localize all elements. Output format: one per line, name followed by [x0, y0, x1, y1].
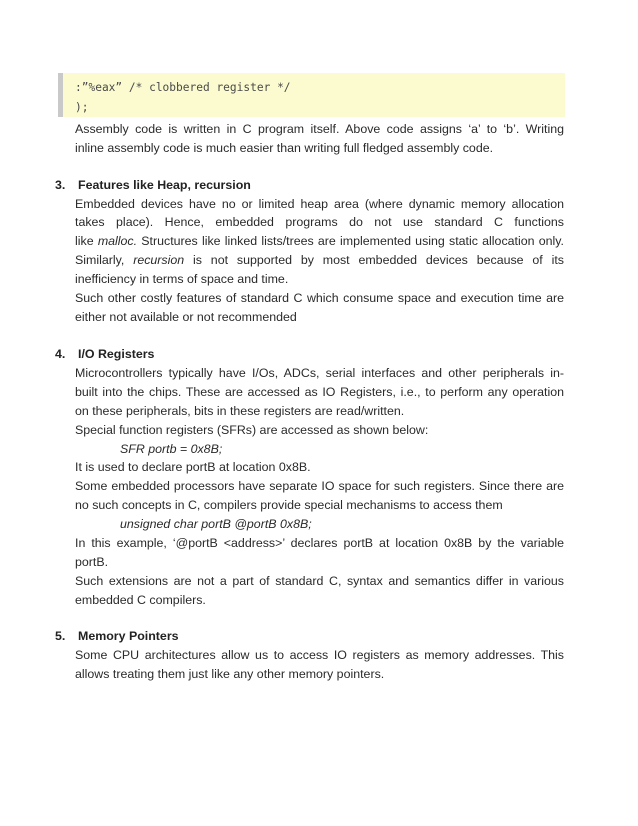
paragraph-line: either not available or not recommended	[75, 310, 297, 324]
code-line: );	[75, 101, 89, 114]
paragraph-line: embedded C compilers.	[75, 593, 206, 607]
paragraph-line: takes place). Hence, embedded programs do not use standard C functions	[75, 215, 564, 229]
paragraph-line: Some embedded processors have separate IO space for such registers. Since there are	[75, 479, 564, 493]
paragraph-line: Such other costly features of standard C which consume space and execution time are	[75, 291, 564, 305]
section-number: 5.	[55, 629, 66, 643]
paragraph-line: It is used to declare portB at location 0x8B.	[75, 460, 311, 474]
paragraph-line	[75, 251, 564, 270]
paragraph-line: no such concepts in C, compilers provide special mechanisms to access them	[75, 498, 503, 512]
paragraph-line: Some CPU architectures allow us to access IO registers as memory addresses. This	[75, 648, 564, 662]
code-line: :”%eax” /* clobbered register */	[75, 81, 291, 94]
section-heading: Memory Pointers	[78, 629, 179, 643]
code-example: unsigned char portB @portB 0x8B;	[120, 517, 312, 531]
code-block-bar	[58, 73, 63, 117]
paragraph-line: Such extensions are not a part of standard C, syntax and semantics differ in various	[75, 574, 564, 588]
paragraph-line: In this example, ‘@portB <address>’ declares portB at location 0x8B by the variable	[75, 536, 564, 550]
emphasis-text: malloc.	[97, 234, 138, 248]
section-heading: I/O Registers	[78, 347, 155, 361]
code-example: SFR portb = 0x8B;	[120, 442, 223, 456]
paragraph-line: inline assembly code is much easier than writing full fledged assembly code.	[75, 141, 494, 155]
section-heading: Features like Heap, recursion	[78, 178, 251, 192]
paragraph-line: on these peripherals, bits in these registers are read/written.	[75, 404, 405, 418]
section-number: 3.	[55, 178, 66, 192]
emphasis-text: recursion	[133, 253, 185, 267]
paragraph-line: allows treating them just like any other memory pointers.	[75, 667, 385, 681]
paragraph-line: portB.	[75, 555, 109, 569]
text-run: is not supported by most embedded devices because of its	[184, 253, 564, 267]
paragraph-line: Special function registers (SFRs) are accessed as shown below:	[75, 423, 429, 437]
text-run: like	[75, 234, 98, 248]
text-run: Similarly,	[75, 253, 134, 267]
paragraph-line: inefficiency in terms of space and time.	[75, 272, 289, 286]
paragraph-line: Microcontrollers typically have I/Os, ADCs, serial interfaces and other peripherals in-	[75, 366, 564, 380]
paragraph-line	[75, 232, 564, 251]
code-block	[58, 73, 565, 117]
section-number: 4.	[55, 347, 66, 361]
paragraph-line: Embedded devices have no or limited heap area (where dynamic memory allocation	[75, 197, 564, 211]
paragraph-line: Assembly code is written in C program itself. Above code assigns ‘a’ to ‘b’. Writing	[75, 122, 564, 136]
text-run: Structures like linked lists/trees are implemented using static allocation only.	[137, 234, 564, 248]
paragraph-line: built into the chips. These are accessed as IO Registers, i.e., to perform any operation	[75, 385, 564, 399]
